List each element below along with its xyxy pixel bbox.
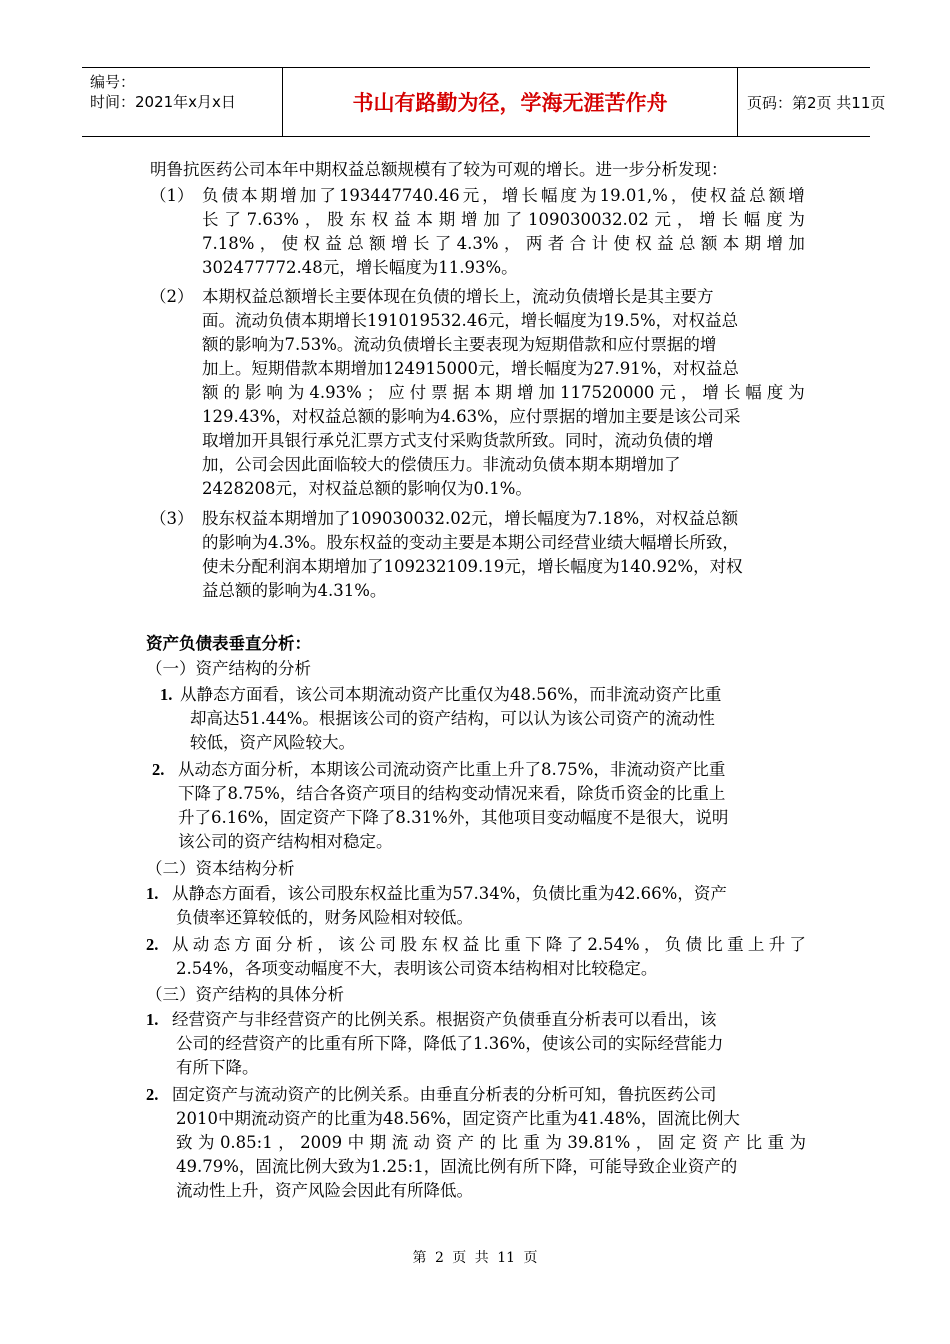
text-line: 从动态方面分析，本期该公司流动资产比重上升了8.75%，非流动资产比重 (178, 760, 726, 779)
text-line: 加上。短期借款本期增加124915000元，增长幅度为27.91%，对权益总 (202, 359, 739, 378)
item-number: （2） (150, 287, 194, 306)
text-line: 却高达51.44%。根据该公司的资产结构，可以认为该公司资产的流动性 (190, 709, 715, 728)
item-number: （3） (150, 509, 194, 528)
text-line: 2010中期流动资产的比重为48.56%，固定资产比重为41.48%，固流比例大 (176, 1109, 740, 1128)
text-line: 从静态方面看，该公司本期流动资产比重仅为48.56%，而非流动资产比重 (180, 685, 722, 704)
text-line: 面。流动负债本期增长191019532.46元，增长幅度为19.5%，对权益总 (202, 311, 739, 330)
text-line: 加，公司会因此面临较大的偿债压力。非流动负债本期本期增加了 (202, 455, 681, 474)
header-meta (82, 68, 282, 136)
text-line: 流动性上升，资产风险会因此有所降低。 (176, 1181, 473, 1200)
text-line: 下降了8.75%，结合各资产项目的结构变动情况来看，除货币资金的比重上 (178, 784, 726, 803)
number-label: 编号： (90, 73, 136, 91)
page-footer: 第 2 页 共 11 页 (412, 1250, 538, 1266)
subsection-heading: （二）资本结构分析 (146, 859, 295, 878)
text-line: 较低，资产风险较大。 (190, 733, 355, 752)
list-number: 1. (146, 1010, 159, 1029)
text-line: 升了6.16%，固定资产下降了8.31%外，其他项目变动幅度不是很大，说明 (178, 808, 729, 827)
motto: 书山有路勤为径，学海无涯苦作舟 (282, 68, 738, 136)
text-line: 固定资产与流动资产的比例关系。由垂直分析表的分析可知，鲁抗医药公司 (172, 1085, 717, 1104)
text-line: 公司的经营资产的比重有所下降，降低了1.36%，使该公司的实际经营能力 (176, 1034, 724, 1053)
text-line: 49.79%，固流比例大致为1.25:1，固流比例有所下降，可能导致企业资产的 (176, 1157, 738, 1176)
item-number: （1） (150, 186, 194, 205)
page-label: 页码：第2页 共11页 (747, 93, 886, 112)
text-line: 负债率还算较低的，财务风险相对较低。 (176, 908, 473, 927)
subsection-heading: （三）资产结构的具体分析 (146, 985, 344, 1004)
text-line: 的影响为4.3%。股东权益的变动主要是本期公司经营业绩大幅增长所致， (202, 533, 739, 552)
text-line: 从 动 态 方 面 分 析 ， 该 公 司 股 东 权 益 比 重 下 降 了 2.54% ， 负 债 比 重 上 升 了 (172, 935, 806, 954)
text-line: 负 债 本 期 增 加 了 193447740.46 元 ， 增 长 幅 度 为 19.01,% ， 使 权 益 总 额 增 (202, 186, 805, 205)
text-line: 额 的 影 响 为 4.93% ； 应 付 票 据 本 期 增 加 117520000 元 ， 增 长 幅 度 为 (202, 383, 805, 402)
text-line: 经营资产与非经营资产的比例关系。根据资产负债垂直分析表可以看出，该 (172, 1010, 717, 1029)
text-line: 长 了 7.63% ， 股 东 权 益 本 期 增 加 了 109030032.02 元 ， 增 长 幅 度 为 (202, 210, 805, 229)
subsection-heading: （一）资产结构的分析 (146, 659, 311, 678)
text-line: 从静态方面看，该公司股东权益比重为57.34%，负债比重为42.66%，资产 (172, 884, 727, 903)
text-line: 2.54%，各项变动幅度不大，表明该公司资本结构相对比较稳定。 (176, 959, 658, 978)
text-line: 该公司的资产结构相对稳定。 (178, 832, 393, 851)
section-title: 资产负债表垂直分析： (146, 634, 311, 653)
date-label: 时间：2021年x月x日 (90, 93, 236, 111)
text-line: 取增加开具银行承兑汇票方式支付采购货款所致。同时，流动负债的增 (202, 431, 714, 450)
list-number: 2. (146, 1085, 159, 1104)
text-line: 302477772.48元，增长幅度为11.93%。 (202, 258, 518, 277)
intro-paragraph: 明鲁抗医药公司本年中期权益总额规模有了较为可观的增长。进一步分析发现： (150, 160, 728, 179)
list-number: 2. (146, 935, 159, 954)
list-number: 1. (146, 884, 159, 903)
text-line: 使未分配利润本期增加了109232109.19元，增长幅度为140.92%，对权 (202, 557, 743, 576)
list-number: 1. (160, 685, 173, 704)
text-line: 2428208元，对权益总额的影响仅为0.1%。 (202, 479, 532, 498)
text-line: 7.18% ， 使 权 益 总 额 增 长 了 4.3% ， 两 者 合 计 使 权 益 总 额 本 期 增 加 (202, 234, 805, 253)
text-line: 致 为 0.85:1 ， 2009 中 期 流 动 资 产 的 比 重 为 39.81% ， 固 定 资 产 比 重 为 (176, 1133, 806, 1152)
text-line: 有所下降。 (176, 1058, 259, 1077)
text-line: 益总额的影响为4.31%。 (202, 581, 387, 600)
page-header (82, 67, 886, 137)
text-line: 额的影响为7.53%。流动负债增长主要表现为短期借款和应付票据的增 (202, 335, 717, 354)
list-number: 2. (152, 760, 165, 779)
text-line: 股东权益本期增加了109030032.02元，增长幅度为7.18%，对权益总额 (202, 509, 739, 528)
text-line: 本期权益总额增长主要体现在负债的增长上，流动负债增长是其主要方 (202, 287, 714, 306)
text-line: 129.43%，对权益总额的影响为4.63%，应付票据的增加主要是该公司采 (202, 407, 741, 426)
